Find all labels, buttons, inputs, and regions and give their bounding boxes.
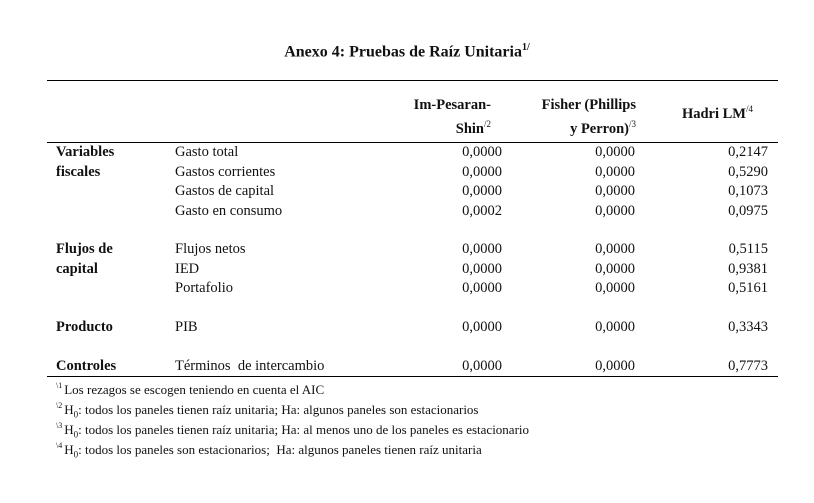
hadri-value: 0,9381	[728, 260, 768, 277]
group-label-line: capital	[56, 260, 98, 277]
fisher-value: 0,0000	[595, 319, 635, 335]
column-header-fisher	[500, 96, 636, 139]
fisher-value: 0,0000	[595, 358, 635, 374]
column-header-line: Hadri LM	[681, 105, 746, 122]
ips-value: 0,0000	[462, 280, 502, 296]
hadri-value: 0,2147	[728, 144, 768, 160]
footnote-subscript: 0	[73, 429, 79, 440]
ips-value: 0,0000	[462, 358, 502, 374]
fisher-value: 0,0000	[595, 144, 635, 160]
footnote-marker: \1	[56, 381, 63, 390]
variable-name: Portafolio	[175, 280, 233, 296]
table-title	[0, 42, 814, 61]
footnote-marker: \3	[56, 421, 63, 430]
group-label-fiscales	[56, 143, 114, 182]
group-label-line: fiscales	[56, 163, 101, 180]
variable-name: Gastos de capital	[175, 183, 275, 199]
group-label-line: Flujos de	[56, 241, 113, 257]
ips-value: 0,0000	[462, 183, 502, 199]
variable-name: Términos de intercambio	[175, 358, 325, 374]
group-label-producto	[56, 318, 113, 338]
footnote-h: H	[64, 422, 74, 437]
variable-name: Gastos corrientes	[175, 163, 276, 180]
footnote-h: H	[64, 402, 74, 417]
fisher-value: 0,0000	[595, 163, 635, 180]
variable-name: Gasto en consumo	[175, 202, 283, 219]
ips-value: 0,0000	[462, 260, 502, 277]
hadri-value: 0,0975	[728, 202, 768, 219]
hadri-value: 0,5161	[728, 280, 768, 296]
footnote-h: H	[64, 442, 74, 457]
column-header-line: Shin	[455, 120, 484, 137]
group-label-line: Controles	[56, 358, 117, 374]
footnote-text: : todos los paneles tienen raíz unitaria; Ha: al menos uno de los paneles es estacionario	[78, 422, 530, 437]
fisher-value: 0,0000	[595, 260, 635, 277]
group-label-line: Variables	[56, 144, 115, 160]
header-rule	[47, 142, 778, 143]
hadri-value: 0,7773	[728, 358, 768, 374]
fisher-value: 0,0000	[595, 202, 635, 219]
column-header-hadri	[650, 100, 753, 124]
variable-name: Gasto total	[175, 144, 239, 160]
top-rule	[47, 80, 778, 81]
column-footnote-mark: /2	[483, 119, 491, 129]
ips-value: 0,0000	[462, 241, 502, 257]
footnote-marker: \4	[56, 441, 63, 450]
ips-value: 0,0000	[462, 144, 502, 160]
fisher-value: 0,0000	[595, 280, 635, 296]
group-label-capital	[56, 240, 113, 279]
hadri-value: 0,5290	[728, 163, 768, 180]
variable-name: PIB	[175, 319, 198, 335]
column-footnote-mark: /3	[628, 119, 636, 129]
ips-value: 0,0000	[462, 319, 502, 335]
column-header-line: y Perron)	[570, 120, 629, 137]
column-footnote-mark: /4	[745, 104, 753, 114]
ips-value: 0,0000	[462, 163, 502, 180]
title-footnote-mark: 1/	[521, 42, 530, 53]
fisher-value: 0,0000	[595, 241, 635, 257]
bottom-rule	[47, 376, 778, 377]
variable-name: IED	[175, 260, 200, 277]
group-label-line: Producto	[56, 319, 113, 335]
hadri-value: 0,5115	[728, 241, 768, 257]
ips-value: 0,0002	[462, 202, 502, 219]
group-label-controles	[56, 357, 116, 377]
footnote-text: : todos los paneles son estacionarios; Ha: algunos paneles tienen raíz unitaria	[78, 442, 482, 457]
title-text: Anexo 4: Pruebas de Raíz Unitaria	[284, 43, 522, 61]
column-header-line: Im-Pesaran-	[413, 97, 491, 113]
footnote-text: : todos los paneles tienen raíz unitaria; Ha: algunos paneles son estacionarios	[78, 402, 479, 417]
footnote-text: Los rezagos se escogen teniendo en cuenta el AIC	[64, 382, 325, 397]
hadri-value: 0,1073	[728, 183, 768, 199]
column-header-ips	[365, 96, 491, 139]
footnote-subscript: 0	[73, 449, 79, 460]
footnote-subscript: 0	[73, 409, 79, 420]
footnote	[56, 378, 324, 398]
column-header-line: Fisher (Phillips	[541, 97, 636, 113]
variable-name: Flujos netos	[175, 241, 246, 257]
footnote	[56, 438, 482, 463]
footnote-marker: \2	[56, 401, 63, 410]
hadri-value: 0,3343	[728, 319, 768, 335]
fisher-value: 0,0000	[595, 183, 635, 199]
